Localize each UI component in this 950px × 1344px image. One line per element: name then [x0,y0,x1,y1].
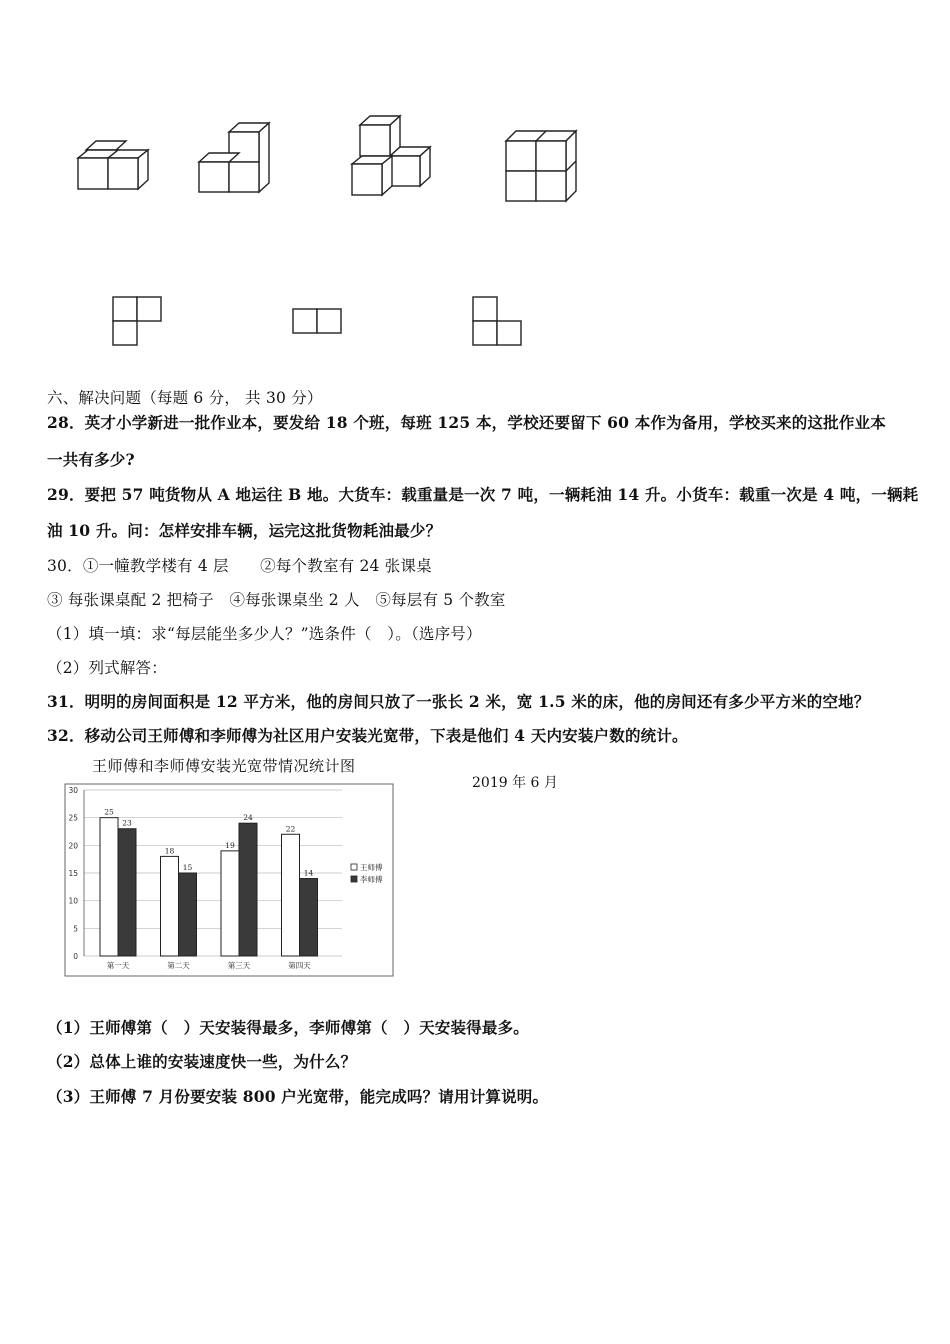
x-tick-label: 第一天 [106,961,130,970]
question-31-line-1: 31．明明的房间面积是 12 平方米，他的房间只放了一张长 2 米，宽 1.5 米的床，他的房间还有多少平方米的空地？ [47,692,870,711]
data-label: 19 [225,840,235,850]
legend-label: 李师傅 [360,875,383,884]
cube-figure-3 [352,116,430,195]
question-30-line-1: 30．①一幢教学楼有 4 层 ②每个教室有 24 张课桌 [47,557,432,575]
cube-figure-1 [78,141,148,189]
question-28-line-2: 一共有多少? [47,450,135,469]
view-shape-3 [473,297,521,345]
data-label: 25 [104,807,114,817]
chart-date: 2019 年 6 月 [472,775,558,791]
question-29-line-1: 29．要把 57 吨货物从 A 地运往 B 地。大货车：载重量是一次 7 吨，一辆耗油 14 升。小货车：载重一次是 4 吨，一辆耗 [47,485,919,504]
y-tick-label: 5 [73,924,78,934]
legend-label: 王师傅 [360,863,383,872]
solid-figures-drawing [0,0,950,380]
y-tick-label: 30 [68,786,78,795]
bar-li [118,829,136,956]
bar-wang [282,834,300,956]
y-tick-label: 25 [68,813,78,823]
data-label: 14 [303,868,314,878]
x-tick-label: 第四天 [288,961,311,970]
view-shape-2 [293,309,341,333]
bar-wang [161,856,179,956]
question-29-line-2: 油 10 升。问：怎样安排车辆，运完这批货物耗油最少？ [47,521,442,540]
question-32-part-3: （3）王师傅 7 月份要安装 800 户光宽带，能完成吗？请用计算说明。 [47,1087,549,1106]
question-28-line-1: 28．英才小学新进一批作业本，要发给 18 个班，每班 125 本，学校还要留下 60 本作为备用，学校买来的这批作业本 [47,413,886,432]
data-label: 15 [182,863,193,872]
bar-li [300,879,318,956]
question-32-part-1: （1）王师傅第（ ）天安装得最多，李师傅第（ ）天安装得最多。 [47,1018,529,1037]
y-tick-label: 0 [73,952,78,961]
question-32-part-2: （2）总体上谁的安装速度快一些，为什么？ [47,1052,357,1071]
bar-wang [100,818,118,956]
chart-title: 王师傅和李师傅安装光宽带情况统计图 [92,757,356,775]
x-tick-label: 第三天 [227,961,251,970]
bar-chart [62,778,396,978]
cube-figure-2 [199,123,269,192]
x-tick-label: 第二天 [167,961,190,970]
data-label: 18 [164,846,175,856]
data-label: 22 [285,824,296,834]
question-30-line-2: ③ 每张课桌配 2 把椅子 ④每张课桌坐 2 人 ⑤每层有 5 个教室 [47,591,506,609]
y-tick-label: 10 [68,896,78,906]
cube-figure-4 [506,131,576,201]
question-32-line-1: 32．移动公司王师傅和李师傅为社区用户安装光宽带，下表是他们 4 天内安装户数的统计。 [47,726,688,745]
legend-swatch [351,864,357,870]
data-label: 24 [243,813,253,823]
bar-li [239,823,257,956]
bar-wang [221,851,239,956]
section-heading: 六、解决问题（每题 6 分， 共 30 分） [47,389,323,407]
y-tick-label: 15 [68,869,78,878]
y-tick-label: 20 [68,841,78,851]
legend-swatch [351,876,357,882]
data-label: 23 [122,818,132,828]
bar-li [179,873,197,956]
question-30-part-1: （1）填一填：求“每层能坐多少人？”选条件（ ）。（选序号） [47,625,482,643]
view-shape-1 [113,297,161,345]
question-30-part-2: （2）列式解答： [47,659,167,677]
